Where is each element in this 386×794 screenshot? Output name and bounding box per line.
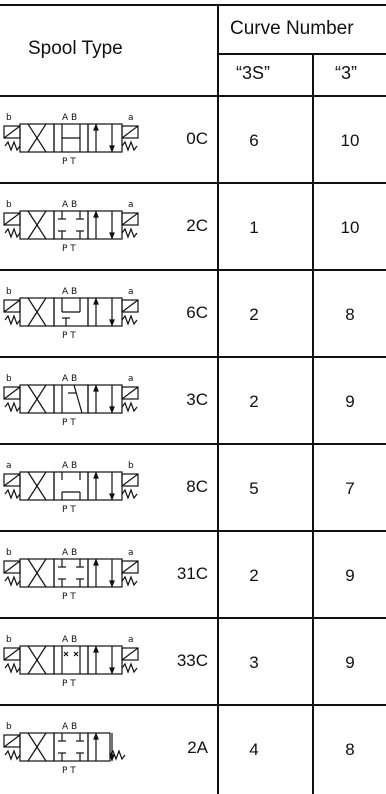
port-label-bottom: P T bbox=[62, 418, 76, 428]
table-row bbox=[0, 531, 386, 618]
curve-3-value: 7 bbox=[345, 479, 355, 498]
spool-symbol-icon bbox=[2, 282, 142, 344]
curve-3-value: 8 bbox=[345, 740, 355, 759]
port-label-top: A B bbox=[62, 722, 78, 732]
port-label-right: a bbox=[128, 287, 134, 297]
port-label-left: b bbox=[6, 113, 12, 123]
port-label-top: A B bbox=[62, 635, 78, 645]
port-label-top: A B bbox=[62, 113, 78, 123]
port-label-top: A B bbox=[62, 287, 78, 297]
port-label-right: a bbox=[128, 635, 134, 645]
port-label-left: b bbox=[6, 287, 12, 297]
port-label-left: b bbox=[6, 374, 12, 384]
curve-3-value: 9 bbox=[345, 566, 355, 585]
port-label-right: a bbox=[128, 548, 134, 558]
port-label-top: A B bbox=[62, 548, 78, 558]
spool-code: 0C bbox=[186, 129, 208, 148]
spool-symbol-icon bbox=[2, 108, 142, 170]
curve-3s-value: 4 bbox=[249, 740, 259, 759]
port-label-left: b bbox=[6, 200, 12, 210]
table-row bbox=[0, 357, 386, 444]
spool-symbol-icon bbox=[2, 543, 142, 605]
spool-code: 31C bbox=[176, 564, 208, 583]
port-label-bottom: P T bbox=[62, 766, 76, 776]
spool-type-header: Spool Type bbox=[28, 38, 123, 59]
table-row bbox=[0, 183, 386, 270]
curve-3-value: 10 bbox=[340, 131, 360, 150]
spool-symbol-icon bbox=[2, 456, 142, 518]
curve-3-value: 9 bbox=[345, 653, 355, 672]
spool-code: 2A bbox=[187, 738, 208, 757]
curve-3s-value: 5 bbox=[249, 479, 259, 498]
port-label-top: A B bbox=[62, 374, 78, 384]
port-label-left: a bbox=[6, 461, 12, 471]
spool-symbol-icon bbox=[2, 195, 142, 257]
port-label-bottom: P T bbox=[62, 505, 76, 515]
port-label-left: b bbox=[6, 548, 12, 558]
port-label-left: b bbox=[6, 635, 12, 645]
port-label-right: b bbox=[128, 461, 134, 471]
table-row bbox=[0, 96, 386, 183]
curve-number-header: Curve Number bbox=[230, 18, 354, 39]
curve-3-value: 10 bbox=[340, 218, 360, 237]
port-label-left: b bbox=[6, 722, 12, 732]
curve-3s-value: 1 bbox=[249, 218, 259, 237]
spool-code: 33C bbox=[176, 651, 208, 670]
column-header-3s: “3S” bbox=[236, 63, 271, 83]
header-sub-rule bbox=[218, 53, 386, 55]
table-row bbox=[0, 705, 386, 792]
table-top-rule bbox=[0, 4, 386, 6]
table-row bbox=[0, 270, 386, 357]
curve-3s-value: 6 bbox=[249, 131, 259, 150]
column-header-3: “3” bbox=[335, 63, 357, 83]
table-row bbox=[0, 444, 386, 531]
curve-3s-value: 2 bbox=[249, 392, 259, 411]
table-row bbox=[0, 618, 386, 705]
curve-3-value: 8 bbox=[345, 305, 355, 324]
port-label-top: A B bbox=[62, 200, 78, 210]
spool-symbol-icon bbox=[2, 630, 142, 692]
port-label-right: a bbox=[128, 200, 134, 210]
curve-3s-value: 2 bbox=[249, 566, 259, 585]
curve-3s-value: 3 bbox=[249, 653, 259, 672]
port-label-bottom: P T bbox=[62, 331, 76, 341]
spool-code: 3C bbox=[186, 390, 208, 409]
spool-code: 6C bbox=[186, 303, 208, 322]
curve-3-value: 9 bbox=[345, 392, 355, 411]
port-label-right: a bbox=[128, 374, 134, 384]
port-label-bottom: P T bbox=[62, 244, 76, 254]
port-label-bottom: P T bbox=[62, 592, 76, 602]
port-label-top: A B bbox=[62, 461, 78, 471]
port-label-bottom: P T bbox=[62, 679, 76, 689]
spool-symbol-icon bbox=[2, 369, 142, 431]
curve-3s-value: 2 bbox=[249, 305, 259, 324]
spool-code: 2C bbox=[186, 216, 208, 235]
port-label-right: a bbox=[128, 113, 134, 123]
spool-symbol-icon bbox=[2, 717, 142, 779]
port-label-bottom: P T bbox=[62, 157, 76, 167]
spool-code: 8C bbox=[186, 477, 208, 496]
